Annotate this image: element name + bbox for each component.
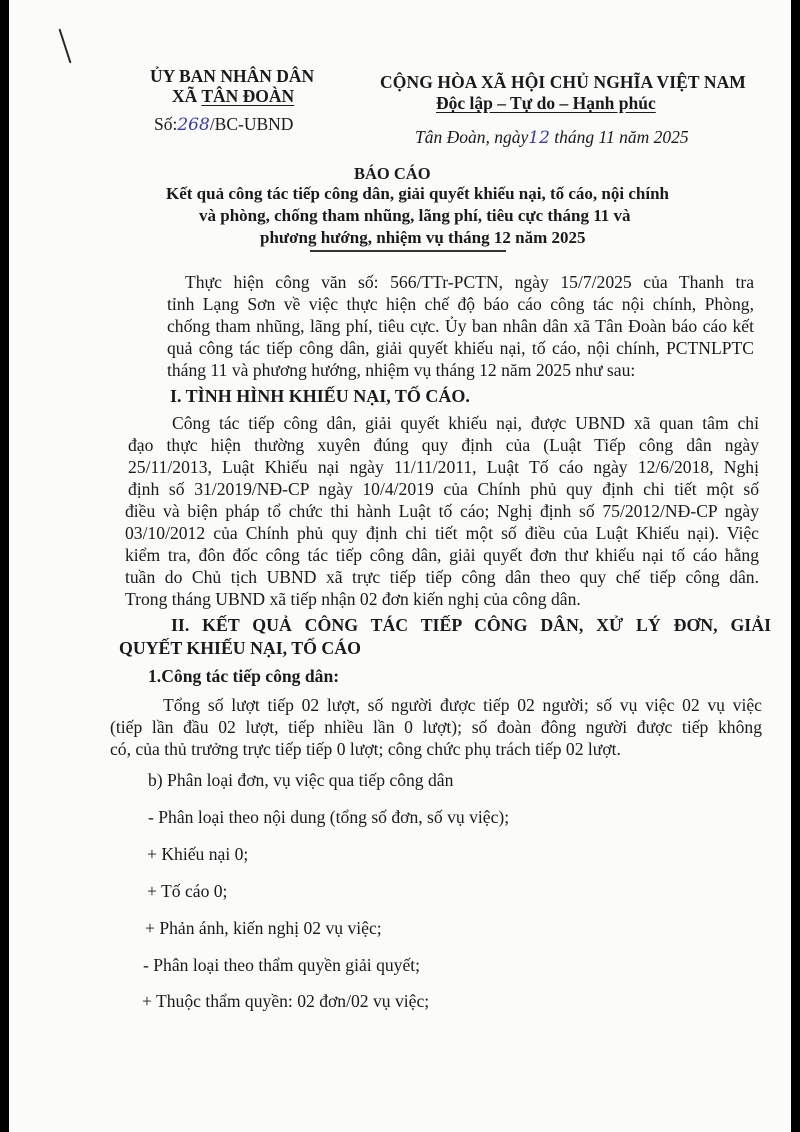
section1-line: kiểm tra, đôn đốc công tác tiếp công dân, giải quyết đơn thư khiếu nại tố cáo hằng <box>125 545 759 565</box>
place-date-suffix: tháng 11 năm 2025 <box>549 127 689 147</box>
title-underline <box>310 250 506 252</box>
agency-line2 <box>172 85 294 107</box>
list-item: - Phân loại theo nội dung (tổng số đơn, số vụ việc); <box>148 807 510 827</box>
doc-type: BÁO CÁO <box>354 164 431 183</box>
place-date-day-handwritten: 12 <box>528 128 550 148</box>
doc-number <box>154 113 293 136</box>
section1-heading: I. TÌNH HÌNH KHIẾU NẠI, TỐ CÁO. <box>170 386 470 406</box>
title-line2: và phòng, chống tham nhũng, lãng phí, tiêu cực tháng 11 và <box>199 206 631 225</box>
title-line1: Kết quả công tác tiếp công dân, giải quyết khiếu nại, tố cáo, nội chính <box>166 184 669 203</box>
list-item: + Thuộc thẩm quyền: 02 đơn/02 vụ việc; <box>142 991 430 1011</box>
sub1-line: Tổng số lượt tiếp 02 lượt, số người được tiếp 02 người; số vụ việc 02 vụ việc <box>163 695 762 715</box>
intro-line: quả công tác tiếp công dân, giải quyết khiếu nại, tố cáo, nội chính, PCTNLPTC <box>167 338 754 358</box>
section1-line: định số 31/2019/NĐ-CP ngày 10/4/2019 của Chính phủ quy định chi tiết một số <box>128 479 759 499</box>
section1-line: đạo thực hiện thường xuyên đúng quy định của (Luật Tiếp công dân ngày <box>128 435 759 455</box>
place-date <box>415 126 689 149</box>
list-item: + Phản ánh, kiến nghị 02 vụ việc; <box>145 918 382 938</box>
sub1-line: (tiếp lần đầu 02 lượt, tiếp nhiều lần 0 lượt); số đoàn đông người được tiếp không <box>110 717 762 737</box>
doc-number-handwritten: 268 <box>177 115 210 135</box>
agency-line1: ỦY BAN NHÂN DÂN <box>150 66 315 86</box>
section1-line: Công tác tiếp công dân, giải quyết khiếu nại, được UBND xã quan tâm chỉ <box>172 413 759 433</box>
list-item: + Khiếu nại 0; <box>147 844 249 864</box>
sub1-heading: 1.Công tác tiếp công dân: <box>148 666 340 686</box>
section1-line: 03/10/2012 của Chính phủ quy định chi tiết một số điều của Luật Khiếu nại). Việc <box>125 523 759 543</box>
section2-heading-line2: QUYẾT KHIẾU NẠI, TỐ CÁO <box>119 638 361 658</box>
list-item: - Phân loại theo thẩm quyền giải quyết; <box>143 955 421 975</box>
document-page <box>9 0 791 1132</box>
section1-line: Trong tháng UBND xã tiếp nhận 02 đơn kiến nghị của công dân. <box>125 589 581 609</box>
agency-line2-prefix: XÃ <box>172 86 198 106</box>
nation-title: CỘNG HÒA XÃ HỘI CHỦ NGHĨA VIỆT NAM <box>380 72 746 92</box>
title-line3: phương hướng, nhiệm vụ tháng 12 năm 2025 <box>260 228 586 247</box>
agency-name: TÂN ĐOÀN <box>201 86 295 106</box>
section1-line: điều và biện pháp tổ chức thi hành Luật tố cáo; Nghị định số 75/2012/NĐ-CP ngày <box>125 501 759 521</box>
section2-heading-line1: II. KẾT QUẢ CÔNG TÁC TIẾP CÔNG DÂN, XỬ LÝ ĐƠN, GIẢI <box>171 615 771 635</box>
doc-number-suffix: /BC-UBND <box>209 114 294 134</box>
intro-line: chống tham nhũng, lãng phí, tiêu cực. Ủy ban nhân dân xã Tân Đoàn báo cáo kết <box>167 316 754 336</box>
section1-line: 25/11/2013, Luật Khiếu nại ngày 11/11/2011, Luật Tố cáo ngày 12/6/2018, Nghị <box>128 457 759 477</box>
section1-line: tuần do Chủ tịch UBND xã trực tiếp tiếp công dân theo quy chế tiếp công dân. <box>125 567 759 587</box>
list-item: b) Phân loại đơn, vụ việc qua tiếp công dân <box>148 770 454 790</box>
scan-border-right <box>791 0 800 1132</box>
pen-mark <box>58 29 71 64</box>
motto-text: Độc lập – Tự do – Hạnh phúc <box>436 93 656 113</box>
sub1-line: có, của thủ trưởng trực tiếp tiếp 0 lượt; công chức phụ trách tiếp 02 lượt. <box>110 739 621 759</box>
place-date-prefix: Tân Đoàn, ngày <box>415 127 529 147</box>
motto <box>436 92 656 114</box>
intro-line: tỉnh Lạng Sơn về việc thực hiện chế độ báo cáo công tác nội chính, Phòng, <box>167 294 754 314</box>
intro-line: tháng 11 và phương hướng, nhiệm vụ tháng 12 năm 2025 như sau: <box>167 360 636 380</box>
doc-number-prefix: Số: <box>154 114 178 134</box>
list-item: + Tố cáo 0; <box>147 881 228 901</box>
intro-line: Thực hiện công văn số: 566/TTr-PCTN, ngày 15/7/2025 của Thanh tra <box>185 272 754 292</box>
